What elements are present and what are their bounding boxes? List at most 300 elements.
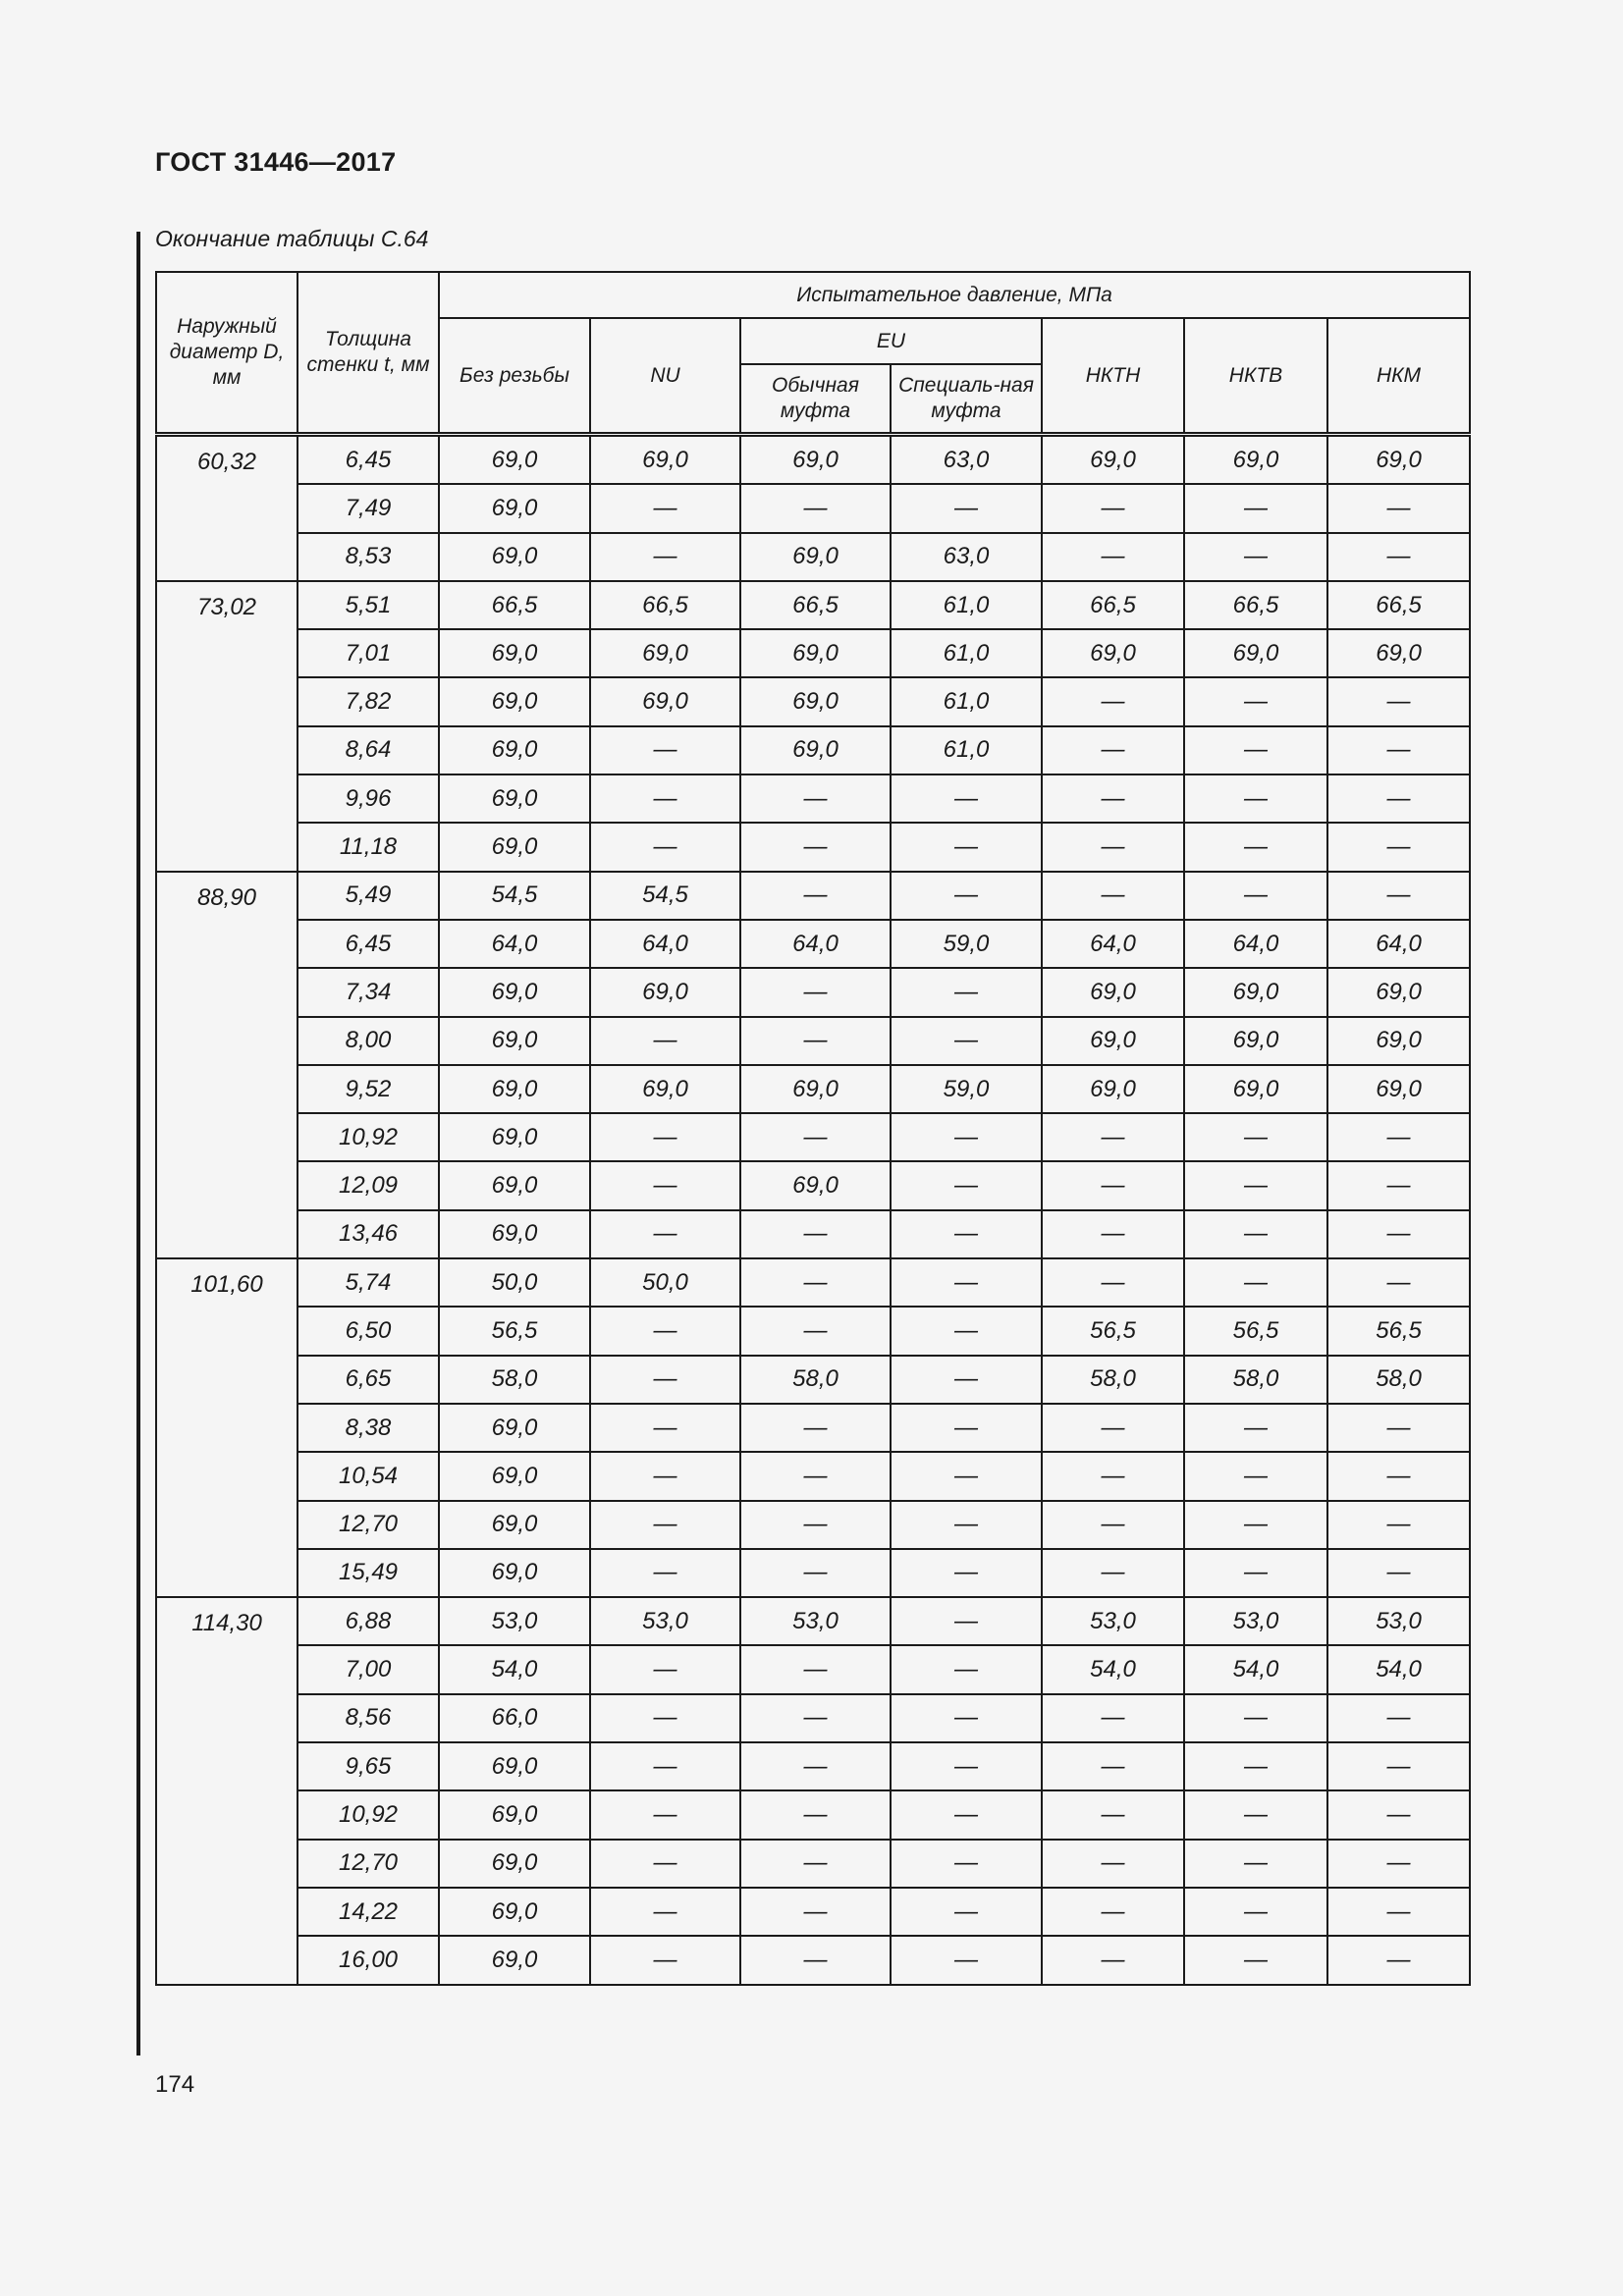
pressure-cell: 61,0 [891, 581, 1042, 629]
pressure-cell: — [1327, 1113, 1470, 1161]
pressure-cell: — [740, 774, 891, 823]
thickness-cell: 16,00 [298, 1936, 439, 1984]
pressure-cell: 69,0 [1184, 968, 1327, 1016]
header-eu-special: Специаль-ная муфта [891, 364, 1042, 435]
thickness-cell: 12,70 [298, 1501, 439, 1549]
thickness-cell: 6,50 [298, 1307, 439, 1355]
pressure-cell: — [1042, 1210, 1184, 1258]
pressure-cell: 69,0 [439, 1065, 590, 1113]
thickness-cell: 7,00 [298, 1645, 439, 1693]
pressure-cell: 69,0 [740, 726, 891, 774]
pressure-cell: — [740, 1017, 891, 1065]
pressure-cell: — [590, 1501, 740, 1549]
pressure-cell: 66,5 [1184, 581, 1327, 629]
diameter-cell: 114,30 [156, 1597, 298, 1984]
pressure-cell: — [891, 1742, 1042, 1790]
pressure-cell: — [891, 1404, 1042, 1452]
pressure-cell: — [1327, 1258, 1470, 1307]
pressure-cell: 64,0 [1184, 920, 1327, 968]
header-nktv: НКТВ [1184, 318, 1327, 435]
pressure-cell: — [1327, 1840, 1470, 1888]
pressure-cell: — [590, 774, 740, 823]
thickness-cell: 5,51 [298, 581, 439, 629]
pressure-cell: — [1184, 1888, 1327, 1936]
table-header [156, 272, 1470, 435]
pressure-cell: — [1184, 484, 1327, 532]
table-row [156, 1790, 1470, 1839]
pressure-cell: 69,0 [439, 1210, 590, 1258]
pressure-cell: — [891, 823, 1042, 871]
thickness-cell: 10,92 [298, 1113, 439, 1161]
pressure-cell: — [740, 872, 891, 920]
pressure-cell: — [891, 968, 1042, 1016]
pressure-cell: 61,0 [891, 629, 1042, 677]
pressure-cell: — [740, 823, 891, 871]
pressure-cell: 66,5 [439, 581, 590, 629]
pressure-cell: — [590, 1645, 740, 1693]
thickness-cell: 10,92 [298, 1790, 439, 1839]
pressure-cell: 69,0 [439, 1017, 590, 1065]
pressure-cell: — [1042, 1258, 1184, 1307]
thickness-cell: 9,65 [298, 1742, 439, 1790]
pressure-cell: — [1184, 1840, 1327, 1888]
table-row [156, 920, 1470, 968]
document-code: ГОСТ 31446—2017 [155, 147, 397, 177]
table-row [156, 1501, 1470, 1549]
pressure-cell: — [1184, 774, 1327, 823]
pressure-cell: — [590, 1840, 740, 1888]
pressure-cell: 69,0 [1042, 1065, 1184, 1113]
pressure-cell: — [740, 1742, 891, 1790]
pressure-cell: 69,0 [740, 677, 891, 725]
pressure-cell: — [1042, 872, 1184, 920]
margin-change-bar [136, 232, 140, 2056]
pressure-cell: 69,0 [439, 1501, 590, 1549]
table-row [156, 1694, 1470, 1742]
thickness-cell: 13,46 [298, 1210, 439, 1258]
page-number: 174 [155, 2071, 195, 2098]
pressure-cell: — [740, 1936, 891, 1984]
table-row [156, 1161, 1470, 1209]
thickness-cell: 8,53 [298, 533, 439, 581]
pressure-cell: — [590, 1452, 740, 1500]
pressure-cell: — [590, 1161, 740, 1209]
pressure-cell: 69,0 [439, 1404, 590, 1452]
pressure-cell: — [1327, 1452, 1470, 1500]
pressure-cell: — [891, 1790, 1042, 1839]
pressure-cell: 69,0 [439, 726, 590, 774]
pressure-cell: 69,0 [590, 677, 740, 725]
table-row [156, 1307, 1470, 1355]
thickness-cell: 7,49 [298, 484, 439, 532]
pressure-cell: 66,0 [439, 1694, 590, 1742]
pressure-cell: — [1327, 872, 1470, 920]
pressure-cell: 69,0 [590, 1065, 740, 1113]
pressure-cell: 69,0 [1184, 1065, 1327, 1113]
pressure-cell: — [1042, 1742, 1184, 1790]
pressure-cell: — [740, 1790, 891, 1839]
pressure-cell: 69,0 [1327, 1017, 1470, 1065]
pressure-cell: — [891, 1549, 1042, 1597]
pressure-cell: 69,0 [439, 1936, 590, 1984]
pressure-cell: 69,0 [439, 968, 590, 1016]
table-body [156, 435, 1470, 1985]
pressure-cell: — [1184, 1258, 1327, 1307]
pressure-table [155, 271, 1471, 1986]
pressure-cell: 69,0 [740, 1065, 891, 1113]
pressure-cell: — [1327, 1790, 1470, 1839]
table-row [156, 1017, 1470, 1065]
pressure-cell: — [1327, 1936, 1470, 1984]
pressure-cell: 69,0 [439, 435, 590, 485]
thickness-cell: 5,74 [298, 1258, 439, 1307]
pressure-cell: — [740, 1645, 891, 1693]
pressure-cell: 64,0 [590, 920, 740, 968]
thickness-cell: 11,18 [298, 823, 439, 871]
pressure-cell: — [1042, 1840, 1184, 1888]
pressure-cell: — [590, 1888, 740, 1936]
pressure-cell: 69,0 [740, 629, 891, 677]
pressure-cell: 69,0 [439, 533, 590, 581]
pressure-cell: 69,0 [590, 968, 740, 1016]
diameter-cell: 60,32 [156, 435, 298, 581]
table-row [156, 1065, 1470, 1113]
thickness-cell: 15,49 [298, 1549, 439, 1597]
pressure-cell: 69,0 [1042, 1017, 1184, 1065]
pressure-cell: 69,0 [439, 677, 590, 725]
table-row [156, 872, 1470, 920]
table-row [156, 1840, 1470, 1888]
pressure-cell: 69,0 [1042, 968, 1184, 1016]
table-row [156, 1597, 1470, 1645]
pressure-cell: 54,5 [590, 872, 740, 920]
pressure-cell: — [740, 484, 891, 532]
pressure-cell: 69,0 [1042, 629, 1184, 677]
pressure-cell: — [590, 484, 740, 532]
pressure-cell: 50,0 [439, 1258, 590, 1307]
diameter-cell: 88,90 [156, 872, 298, 1258]
pressure-cell: — [740, 1113, 891, 1161]
pressure-cell: 66,5 [1327, 581, 1470, 629]
pressure-cell: — [590, 533, 740, 581]
pressure-cell: — [1184, 1936, 1327, 1984]
thickness-cell: 8,00 [298, 1017, 439, 1065]
pressure-cell: — [1042, 484, 1184, 532]
pressure-cell: — [590, 1113, 740, 1161]
thickness-cell: 6,45 [298, 920, 439, 968]
pressure-cell: 69,0 [439, 774, 590, 823]
pressure-cell: — [891, 1888, 1042, 1936]
pressure-cell: 54,0 [1327, 1645, 1470, 1693]
pressure-cell: 54,0 [439, 1645, 590, 1693]
pressure-cell: 50,0 [590, 1258, 740, 1307]
table-row [156, 1742, 1470, 1790]
pressure-cell: 53,0 [1327, 1597, 1470, 1645]
thickness-cell: 6,88 [298, 1597, 439, 1645]
pressure-cell: 69,0 [439, 1742, 590, 1790]
pressure-cell: — [891, 774, 1042, 823]
pressure-cell: — [1184, 1452, 1327, 1500]
pressure-cell: — [1184, 533, 1327, 581]
table-row [156, 1210, 1470, 1258]
pressure-cell: 58,0 [439, 1356, 590, 1404]
pressure-cell: — [891, 1501, 1042, 1549]
pressure-cell: — [1184, 1790, 1327, 1839]
pressure-cell: 59,0 [891, 920, 1042, 968]
pressure-cell: — [891, 872, 1042, 920]
thickness-cell: 7,34 [298, 968, 439, 1016]
header-nu: NU [590, 318, 740, 435]
pressure-cell: 64,0 [1327, 920, 1470, 968]
pressure-cell: — [1327, 823, 1470, 871]
thickness-cell: 8,64 [298, 726, 439, 774]
pressure-cell: 64,0 [1042, 920, 1184, 968]
pressure-cell: — [590, 1356, 740, 1404]
pressure-cell: 69,0 [1184, 629, 1327, 677]
pressure-cell: 54,5 [439, 872, 590, 920]
pressure-cell: — [891, 1258, 1042, 1307]
pressure-cell: 61,0 [891, 726, 1042, 774]
pressure-cell: — [1184, 1501, 1327, 1549]
pressure-cell: — [1327, 1501, 1470, 1549]
thickness-cell: 8,38 [298, 1404, 439, 1452]
pressure-cell: — [740, 1888, 891, 1936]
pressure-cell: 58,0 [740, 1356, 891, 1404]
pressure-cell: — [1327, 1161, 1470, 1209]
pressure-cell: — [1327, 677, 1470, 725]
thickness-cell: 5,49 [298, 872, 439, 920]
pressure-cell: 58,0 [1184, 1356, 1327, 1404]
table-row [156, 1356, 1470, 1404]
pressure-cell: — [740, 1258, 891, 1307]
pressure-cell: — [1184, 1742, 1327, 1790]
header-diameter: Наружный диаметр D, мм [156, 272, 298, 435]
pressure-cell: — [1184, 823, 1327, 871]
pressure-cell: — [891, 1645, 1042, 1693]
pressure-cell: 69,0 [439, 823, 590, 871]
table-row [156, 1452, 1470, 1500]
pressure-cell: — [891, 1113, 1042, 1161]
pressure-cell: — [740, 1694, 891, 1742]
pressure-cell: — [891, 1840, 1042, 1888]
pressure-cell: — [891, 484, 1042, 532]
pressure-cell: 53,0 [590, 1597, 740, 1645]
pressure-cell: — [1042, 1161, 1184, 1209]
pressure-cell: 69,0 [439, 1888, 590, 1936]
pressure-cell: — [1042, 774, 1184, 823]
pressure-cell: 69,0 [590, 629, 740, 677]
pressure-cell: — [740, 1307, 891, 1355]
header-nktn: НКТН [1042, 318, 1184, 435]
thickness-cell: 10,54 [298, 1452, 439, 1500]
pressure-cell: 69,0 [740, 1161, 891, 1209]
pressure-cell: — [1327, 1742, 1470, 1790]
thickness-cell: 9,96 [298, 774, 439, 823]
pressure-cell: 58,0 [1042, 1356, 1184, 1404]
pressure-cell: 69,0 [1327, 1065, 1470, 1113]
pressure-cell: 53,0 [740, 1597, 891, 1645]
table-row [156, 435, 1470, 485]
pressure-cell: — [590, 1210, 740, 1258]
pressure-cell: — [1184, 1694, 1327, 1742]
pressure-cell: — [891, 1356, 1042, 1404]
pressure-cell: — [891, 1210, 1042, 1258]
pressure-cell: 63,0 [891, 435, 1042, 485]
pressure-cell: — [1184, 1113, 1327, 1161]
thickness-cell: 12,70 [298, 1840, 439, 1888]
pressure-cell: — [590, 1017, 740, 1065]
pressure-cell: 53,0 [439, 1597, 590, 1645]
thickness-cell: 7,82 [298, 677, 439, 725]
pressure-cell: — [891, 1307, 1042, 1355]
table-row [156, 484, 1470, 532]
pressure-cell: 58,0 [1327, 1356, 1470, 1404]
pressure-cell: 69,0 [439, 1549, 590, 1597]
pressure-cell: — [1184, 677, 1327, 725]
pressure-cell: — [1042, 726, 1184, 774]
pressure-cell: — [590, 1549, 740, 1597]
pressure-cell: — [590, 1790, 740, 1839]
pressure-cell: — [1327, 1888, 1470, 1936]
pressure-cell: — [1042, 823, 1184, 871]
pressure-cell: — [1327, 1549, 1470, 1597]
table-row [156, 726, 1470, 774]
pressure-cell: — [590, 726, 740, 774]
pressure-cell: 61,0 [891, 677, 1042, 725]
pressure-cell: — [740, 968, 891, 1016]
pressure-cell: — [740, 1840, 891, 1888]
pressure-cell: — [1042, 1501, 1184, 1549]
table-row [156, 823, 1470, 871]
pressure-cell: 69,0 [590, 435, 740, 485]
pressure-cell: 69,0 [1184, 435, 1327, 485]
pressure-cell: — [891, 1694, 1042, 1742]
pressure-cell: 56,5 [1327, 1307, 1470, 1355]
table-row [156, 533, 1470, 581]
table-row [156, 1549, 1470, 1597]
pressure-cell: — [1042, 1790, 1184, 1839]
pressure-cell: — [891, 1161, 1042, 1209]
pressure-cell: — [1042, 1694, 1184, 1742]
pressure-cell: — [590, 1936, 740, 1984]
header-pressure-group: Испытательное давление, МПа [439, 272, 1470, 318]
pressure-cell: 53,0 [1184, 1597, 1327, 1645]
diameter-cell: 73,02 [156, 581, 298, 872]
pressure-cell: 69,0 [1042, 435, 1184, 485]
pressure-cell: — [1042, 1113, 1184, 1161]
pressure-cell: 69,0 [439, 1790, 590, 1839]
header-thickness: Толщина стенки t, мм [298, 272, 439, 435]
pressure-cell: 64,0 [740, 920, 891, 968]
pressure-cell: — [1042, 533, 1184, 581]
pressure-cell: — [891, 1936, 1042, 1984]
pressure-cell: 53,0 [1042, 1597, 1184, 1645]
thickness-cell: 6,65 [298, 1356, 439, 1404]
pressure-cell: — [590, 823, 740, 871]
pressure-cell: — [1184, 1404, 1327, 1452]
pressure-cell: — [891, 1597, 1042, 1645]
pressure-cell: 69,0 [439, 1161, 590, 1209]
pressure-cell: 69,0 [439, 1840, 590, 1888]
pressure-cell: 56,5 [439, 1307, 590, 1355]
pressure-cell: 69,0 [1327, 629, 1470, 677]
diameter-cell: 101,60 [156, 1258, 298, 1597]
pressure-cell: 56,5 [1042, 1307, 1184, 1355]
table-row [156, 581, 1470, 629]
pressure-cell: — [740, 1452, 891, 1500]
pressure-cell: — [1184, 1210, 1327, 1258]
thickness-cell: 9,52 [298, 1065, 439, 1113]
pressure-cell: 66,5 [590, 581, 740, 629]
table-row [156, 1113, 1470, 1161]
pressure-cell: — [740, 1210, 891, 1258]
pressure-cell: — [1327, 726, 1470, 774]
table-row [156, 774, 1470, 823]
pressure-cell: — [1327, 484, 1470, 532]
pressure-cell: — [1327, 1694, 1470, 1742]
pressure-cell: — [590, 1404, 740, 1452]
pressure-cell: 54,0 [1184, 1645, 1327, 1693]
header-eu-regular: Обычная муфта [740, 364, 891, 435]
header-eu: EU [740, 318, 1042, 364]
pressure-cell: 54,0 [1042, 1645, 1184, 1693]
thickness-cell: 12,09 [298, 1161, 439, 1209]
pressure-cell: 69,0 [439, 1113, 590, 1161]
pressure-cell: — [1327, 533, 1470, 581]
pressure-cell: — [740, 1501, 891, 1549]
pressure-cell: — [590, 1694, 740, 1742]
pressure-cell: 69,0 [1184, 1017, 1327, 1065]
pressure-cell: — [1184, 1549, 1327, 1597]
pressure-cell: 69,0 [1327, 968, 1470, 1016]
table-row [156, 1404, 1470, 1452]
pressure-cell: 64,0 [439, 920, 590, 968]
thickness-cell: 14,22 [298, 1888, 439, 1936]
pressure-cell: 69,0 [439, 484, 590, 532]
table-row [156, 1258, 1470, 1307]
pressure-cell: — [590, 1742, 740, 1790]
pressure-cell: — [1327, 1210, 1470, 1258]
pressure-cell: — [1184, 872, 1327, 920]
pressure-cell: — [1184, 1161, 1327, 1209]
pressure-cell: 56,5 [1184, 1307, 1327, 1355]
pressure-cell: 69,0 [439, 1452, 590, 1500]
table-caption: Окончание таблицы С.64 [155, 226, 429, 251]
pressure-cell: — [1042, 1549, 1184, 1597]
pressure-cell: 59,0 [891, 1065, 1042, 1113]
table-row [156, 677, 1470, 725]
table-row [156, 968, 1470, 1016]
pressure-cell: — [1327, 1404, 1470, 1452]
thickness-cell: 6,45 [298, 435, 439, 485]
pressure-cell: 66,5 [740, 581, 891, 629]
pressure-cell: — [891, 1452, 1042, 1500]
pressure-cell: — [1042, 1404, 1184, 1452]
pressure-cell: — [1042, 1452, 1184, 1500]
pressure-cell: — [1042, 1936, 1184, 1984]
pressure-cell: — [891, 1017, 1042, 1065]
pressure-cell: — [740, 1549, 891, 1597]
header-nkm: НКМ [1327, 318, 1470, 435]
pressure-cell: 69,0 [1327, 435, 1470, 485]
pressure-cell: 69,0 [439, 629, 590, 677]
table-row [156, 629, 1470, 677]
pressure-cell: 69,0 [740, 435, 891, 485]
pressure-cell: — [740, 1404, 891, 1452]
thickness-cell: 7,01 [298, 629, 439, 677]
pressure-cell: 69,0 [740, 533, 891, 581]
header-no-thread: Без резьбы [439, 318, 590, 435]
